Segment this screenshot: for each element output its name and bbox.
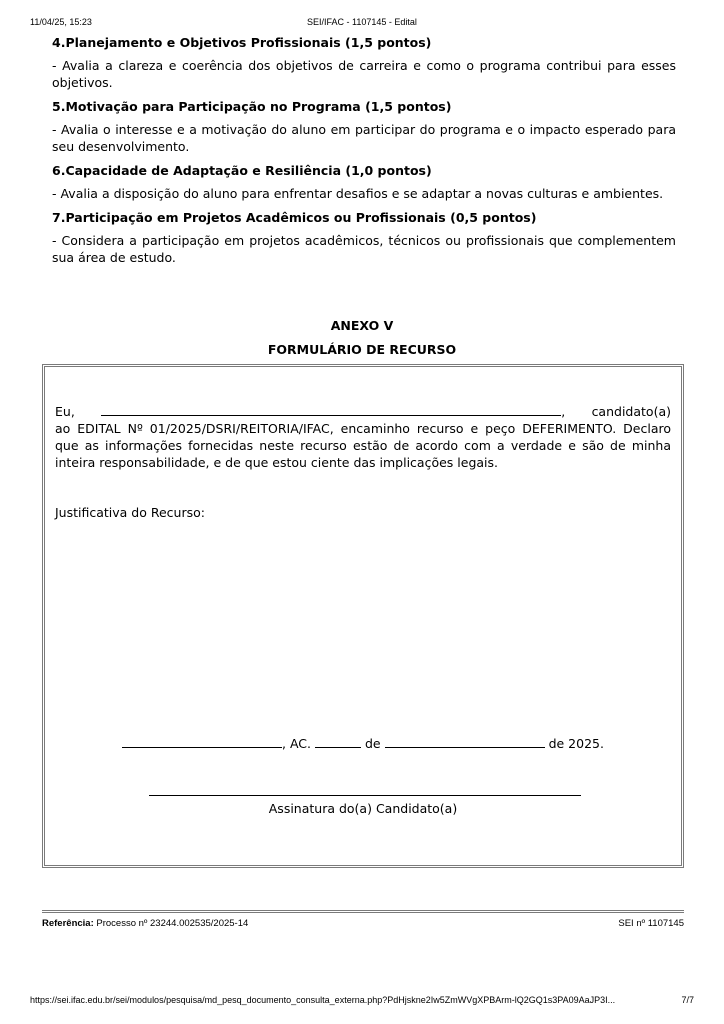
date-line bbox=[45, 735, 681, 751]
declaration-candidate: candidato(a) bbox=[591, 404, 671, 419]
declaration-start: Eu, bbox=[55, 404, 75, 419]
reference-divider bbox=[42, 910, 684, 913]
print-datetime: 11/04/25, 15:23 bbox=[30, 17, 92, 27]
print-header bbox=[0, 17, 724, 29]
date-de: de bbox=[364, 736, 381, 751]
declaration-first-line bbox=[55, 403, 671, 420]
city-blank-field[interactable] bbox=[122, 735, 282, 748]
page-number: 7/7 bbox=[681, 995, 694, 1005]
date-city-suffix: , AC. bbox=[282, 736, 312, 751]
print-url: https://sei.ifac.edu.br/sei/modulos/pesquisa/md_pesq_documento_consulta_externa.php?PdHjskne2Iw5ZmWVgXPBArm-lQ2GQ1s3PA09AaJP3I... bbox=[30, 995, 616, 1005]
criterion-description: - Avalia a disposição do aluno para enfrentar desafios e se adaptar a novas culturas e ambientes. bbox=[52, 186, 664, 201]
print-document-title: SEI/IFAC - 1107145 - Edital bbox=[307, 17, 417, 27]
process-number: Processo nº 23244.002535/2025-14 bbox=[96, 918, 249, 929]
signature-label: Assinatura do(a) Candidato(a) bbox=[268, 801, 458, 816]
declaration-comma: , bbox=[561, 404, 566, 419]
month-blank-field[interactable] bbox=[385, 735, 545, 748]
sei-number: SEI nº 1107145 bbox=[618, 918, 684, 929]
justification-label: Justificativa do Recurso: bbox=[55, 505, 205, 520]
criterion-description: - Considera a participação em projetos acadêmicos, técnicos ou profissionais que complementem sua área de estudo. bbox=[52, 233, 676, 265]
reference-label: Referência: bbox=[42, 918, 94, 929]
criterion-title: 6.Capacidade de Adaptação e Resiliência (1,0 pontos) bbox=[52, 163, 432, 178]
criterion-title: 7.Participação em Projetos Acadêmicos ou Profissionais (0,5 pontos) bbox=[52, 210, 537, 225]
print-footer bbox=[0, 995, 724, 1007]
name-blank-field[interactable] bbox=[101, 403, 565, 420]
declaration-paragraph bbox=[55, 403, 671, 471]
criterion-title: 5.Motivação para Participação no Programa (1,5 pontos) bbox=[52, 99, 452, 114]
day-blank-field[interactable] bbox=[315, 735, 361, 748]
appeal-form-box bbox=[42, 364, 684, 868]
name-blank-line bbox=[101, 403, 561, 416]
reference-process bbox=[42, 918, 248, 929]
annex-title: ANEXO V bbox=[330, 318, 394, 333]
criteria-list bbox=[52, 34, 676, 273]
criterion-title: 4.Planejamento e Objetivos Profissionais (1,5 pontos) bbox=[52, 35, 432, 50]
criterion-description: - Avalia o interesse e a motivação do aluno em participar do programa e o impacto esperado para seu desenvolvimento. bbox=[52, 122, 676, 154]
criterion-description: - Avalia a clareza e coerência dos objetivos de carreira e como o programa contribui para esses objetivos. bbox=[52, 58, 676, 90]
annex-subtitle: FORMULÁRIO DE RECURSO bbox=[267, 342, 457, 357]
date-year: de 2025. bbox=[548, 736, 604, 751]
signature-line[interactable] bbox=[149, 795, 581, 796]
declaration-rest: ao EDITAL Nº 01/2025/DSRI/REITORIA/IFAC, encaminho recurso e peço DEFERIMENTO. Declaro que as informações fornecidas neste recurso estão de acordo com a verdade e são de minha inteira responsabilidade, e de que estou ciente das implicações legais. bbox=[55, 421, 671, 470]
